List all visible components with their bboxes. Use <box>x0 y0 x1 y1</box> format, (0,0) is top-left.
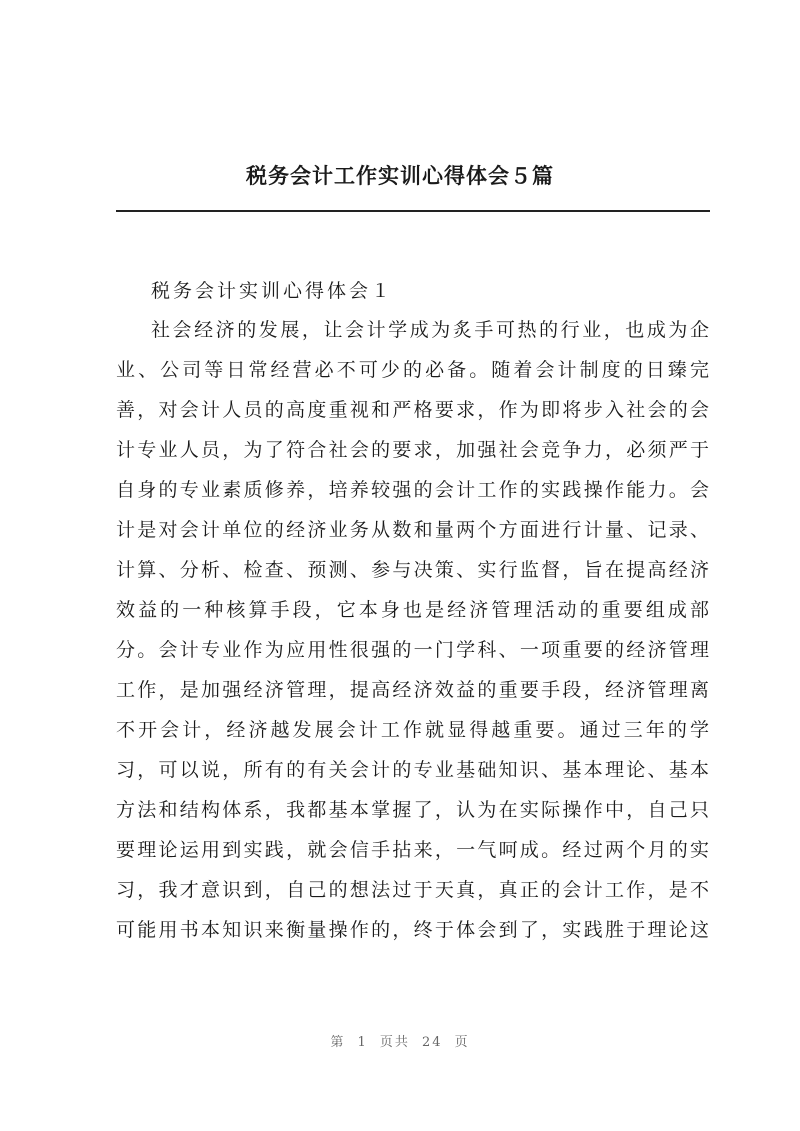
body-line: 计算、分析、检查、预测、参与决策、实行监督，旨在提高经济 <box>116 559 710 581</box>
body-line: 自身的专业素质修养，培养较强的会计工作的实践操作能力。会 <box>116 479 710 501</box>
document-title: 税务会计工作实训心得体会５篇 <box>246 163 554 188</box>
body-line: 效益的一种核算手段，它本身也是经济管理活动的重要组成部 <box>116 599 710 621</box>
body-line: 计是对会计单位的经济业务从数和量两个方面进行计量、记录、 <box>116 519 710 541</box>
section-heading: 税务会计实训心得体会１ <box>151 280 394 302</box>
page-number: 第 1 页共 24 页 <box>330 1035 470 1050</box>
body-line: 分。会计专业作为应用性很强的一门学科、一项重要的经济管理 <box>116 639 710 661</box>
body-line: 业、公司等日常经营必不可少的必备。随着会计制度的日臻完 <box>116 359 710 381</box>
body-line: 社会经济的发展，让会计学成为炙手可热的行业，也成为企 <box>151 319 710 341</box>
body-line: 习，可以说，所有的有关会计的专业基础知识、基本理论、基本 <box>116 759 710 781</box>
body-line: 不开会计，经济越发展会计工作就显得越重要。通过三年的学 <box>116 719 710 741</box>
body-line: 善，对会计人员的高度重视和严格要求，作为即将步入社会的会 <box>116 399 710 421</box>
title-divider <box>116 210 710 212</box>
body-line: 习，我才意识到，自己的想法过于天真，真正的会计工作，是不 <box>116 879 710 901</box>
body-line: 可能用书本知识来衡量操作的，终于体会到了，实践胜于理论这 <box>116 919 710 941</box>
body-line: 方法和结构体系，我都基本掌握了，认为在实际操作中，自己只 <box>116 799 710 821</box>
body-line: 工作，是加强经济管理，提高经济效益的重要手段，经济管理离 <box>116 679 710 701</box>
body-line: 要理论运用到实践，就会信手拈来，一气呵成。经过两个月的实 <box>116 839 710 861</box>
body-line: 计专业人员，为了符合社会的要求，加强社会竞争力，必须严于 <box>116 439 710 461</box>
